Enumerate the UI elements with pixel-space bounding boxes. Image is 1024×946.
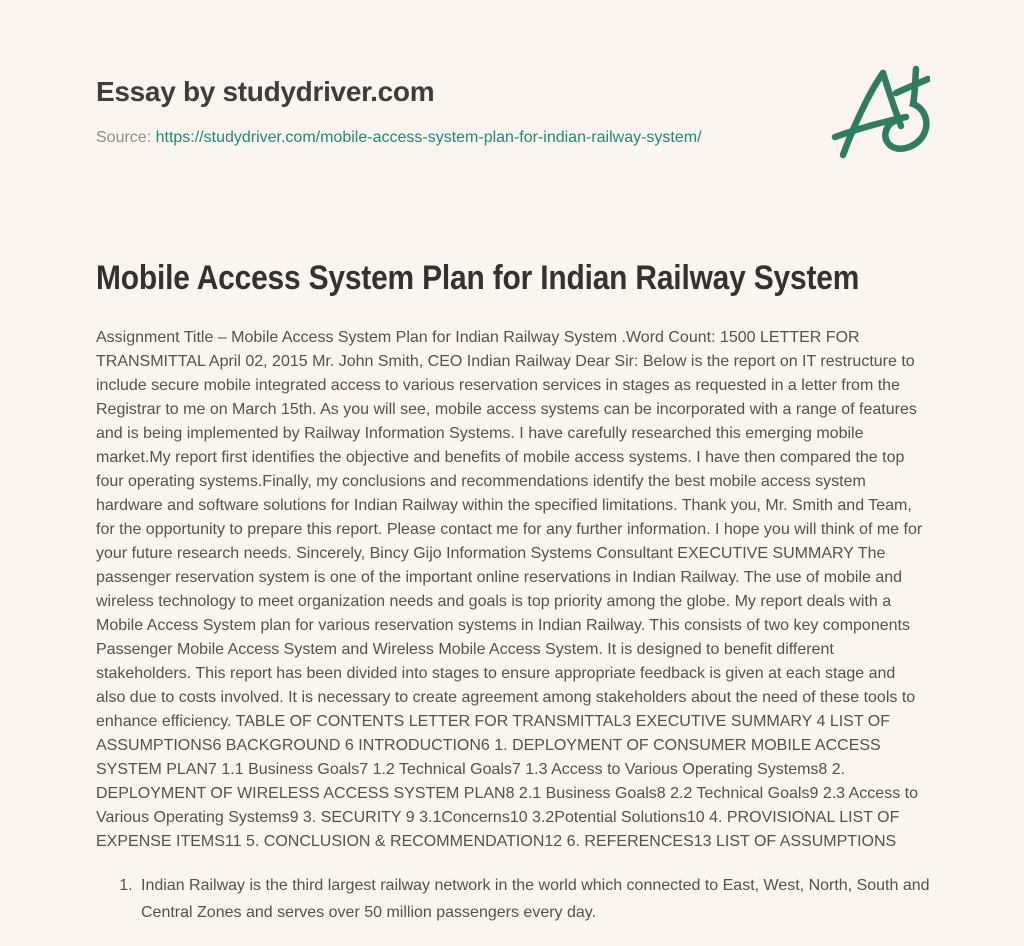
source-link[interactable]: https://studydriver.com/mobile-access-system-plan-for-indian-railway-system/: [155, 129, 702, 146]
source-label: Source:: [96, 129, 152, 146]
document-title-text: Mobile Access System Plan for Indian Railway System: [96, 259, 860, 297]
brand-title: Essay by studydriver.com: [96, 76, 435, 107]
assumptions-list: [96, 872, 947, 926]
source-line: [96, 129, 928, 147]
document-title: [96, 259, 928, 298]
a-plus-logo-icon: [830, 62, 930, 164]
list-item: 1. Indian Railway is the third largest railway network in the world which connected to East, West, North, South and Central Zones and serves over 50 million passengers every day.: [137, 872, 947, 926]
document-body: Assignment Title – Mobile Access System Plan for Indian Railway System .Word Count: 1500 LETTER FOR TRANSMITTAL April 02, 2015 Mr. John Smith, CEO Indian Railway Dear Sir: Below is the report on IT restructure to include secure mobile integrated access to various reservation services in stages as requested in a letter from the Registrar to me on March 15th. As you will see, mobile access systems can be incorporated with a range of features and is being implemented by Railway Information Systems. I have carefully researched this emerging mobile market.My report first identifies the objective and benefits of mobile access systems. I have then compared the top four operating systems.Finally, my conclusions and recommendations identify the best mobile access system hardware and software solutions for Indian Railway within the specified limitations. Thank you, Mr. Smith and Team, for the opportunity to prepare this report. Please contact me for any further information. I hope you will think of me for your future research needs. Sincerely, Bincy Gijo Information Systems Consultant EXECUTIVE SUMMARY The passenger reservation system is one of the important online reservations in Indian Railway. The use of mobile and wireless technology to meet organization needs and goals is top priority among the globe. My report deals with a Mobile Access System plan for various reservation systems in Indian Railway. This consists of two key components Passenger Mobile Access System and Wireless Mobile Access System. It is designed to benefit different stakeholders. This report has been divided into stages to ensure appropriate feedback is given at each stage and also due to costs involved. It is necessary to create agreement among stakeholders about the need of these tools to enhance efficiency. TABLE OF CONTENTS LETTER FOR TRANSMITTAL3 EXECUTIVE SUMMARY 4 LIST OF ASSUMPTIONS6 BACKGROUND 6 INTRODUCTION6 1. DEPLOYMENT OF CONSUMER MOBILE ACCESS SYSTEM PLAN7 1.1 Business Goals7 1.2 Technical Goals7 1.3 Access to Various Operating Systems8 2. DEPLOYMENT OF WIRELESS ACCESS SYSTEM PLAN8 2.1 Business Goals8 2.2 Technical Goals9 2.3 Access to Various Operating Systems9 3. SECURITY 9 3.1Concerns10 3.2Potential Solutions10 4. PROVISIONAL LIST OF EXPENSE ITEMS11 5. CONCLUSION & RECOMMENDATION12 6. REFERENCES13 LIST OF ASSUMPTIONS: [96, 329, 923, 850]
